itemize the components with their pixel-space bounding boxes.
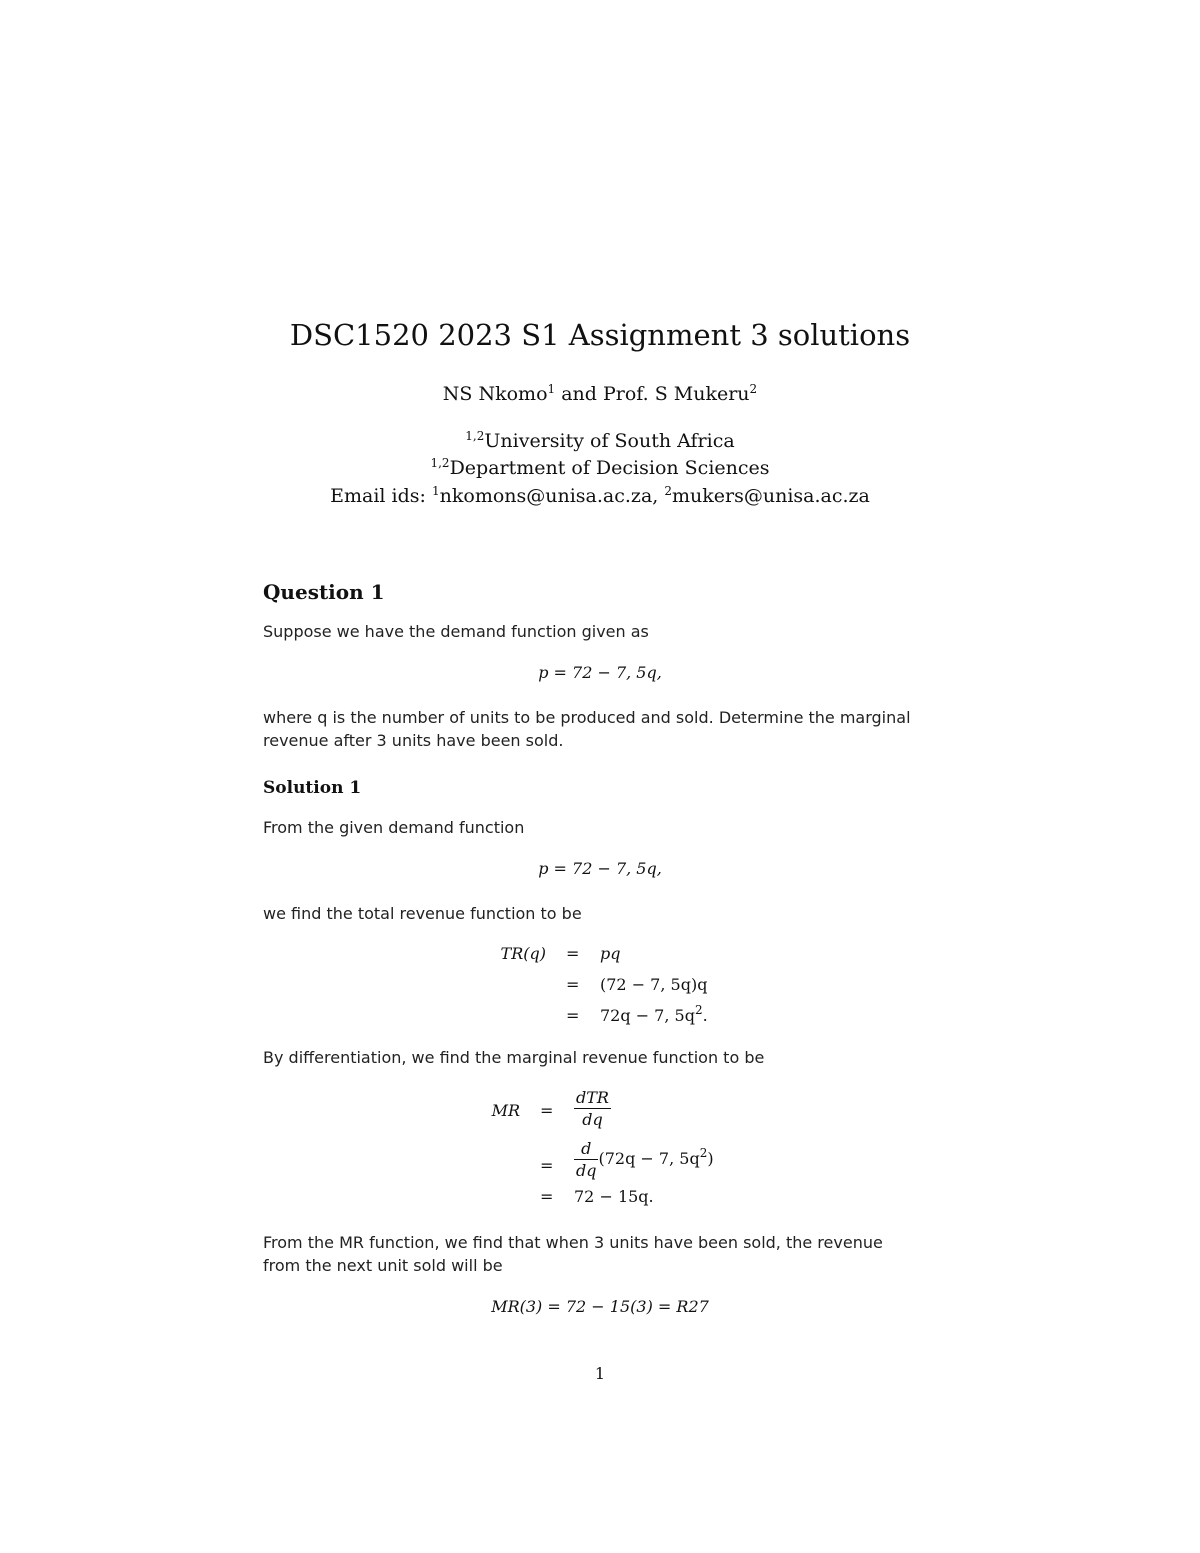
department: Department of Decision Sciences [449, 457, 770, 479]
tr-lhs: TR(q) [500, 944, 546, 963]
mr-frac-2-den: dq [576, 1161, 597, 1180]
page-number: 1 [594, 1364, 606, 1383]
email-2-sup: 2 [664, 484, 672, 498]
question-text-line-1: where q is the number of units to be produced and sold. Determine the marginal [263, 708, 911, 727]
mr-equation-array [0, 1088, 1200, 1208]
author-2: Prof. S Mukeru [602, 383, 750, 405]
mr-rhs-1 [574, 1088, 611, 1129]
final-text-line-1: From the MR function, we find that when 3 units have been sold, the revenue [263, 1233, 883, 1252]
author-1-sup: 1 [547, 382, 556, 396]
solution-equation: p = 72 − 7, 5q, [538, 859, 662, 878]
author-connector: and [555, 383, 603, 405]
mr-frac-1-den: dq [582, 1110, 603, 1129]
email-2: mukers@unisa.ac.za [672, 485, 870, 507]
mr-rel-2: = [540, 1156, 554, 1175]
mr-rhs-2-sup: 2 [699, 1146, 708, 1160]
mr-rhs-2-end: ) [707, 1149, 714, 1168]
mr-rhs-3: 72 − 15q. [574, 1187, 654, 1206]
author-line [0, 383, 1200, 405]
tr-rhs-3-sup: 2 [694, 1003, 703, 1017]
tr-rhs-3 [600, 1003, 708, 1025]
tr-rhs-3-end: . [702, 1006, 708, 1025]
email-1-sup: 1 [431, 484, 440, 498]
mr-frac-2 [574, 1139, 598, 1180]
question-text-line-2: revenue after 3 units have been sold. [263, 731, 564, 750]
aff-sup: 1,2 [465, 429, 485, 443]
mr-lhs: MR [491, 1101, 520, 1120]
tr-intro: we find the total revenue function to be [263, 904, 582, 923]
solution-intro: From the given demand function [263, 818, 525, 837]
mr-frac-1-num: dTR [576, 1088, 609, 1107]
university: University of South Africa [484, 430, 735, 452]
author-2-sup: 2 [749, 382, 758, 396]
mr-rhs-2-body: (72q − 7, 5q [598, 1149, 700, 1168]
question-heading: Question 1 [263, 580, 385, 604]
tr-rel-2: = [566, 975, 580, 994]
tr-rhs-3-body: 72q − 7, 5q [600, 1006, 695, 1025]
question-intro: Suppose we have the demand function given as [263, 622, 649, 641]
tr-rhs-1: pq [600, 944, 621, 963]
affiliation-university [0, 430, 1200, 452]
email-label: Email ids: [330, 485, 432, 507]
mr-rhs-2 [574, 1139, 714, 1180]
final-equation: MR(3) = 72 − 15(3) = R27 [491, 1297, 709, 1316]
mr-rel-1: = [540, 1101, 554, 1120]
tr-rel-1: = [566, 944, 580, 963]
affiliation-department [0, 457, 1200, 479]
email-1: nkomons@unisa.ac.za, [439, 485, 659, 507]
page-title: DSC1520 2023 S1 Assignment 3 solutions [289, 318, 911, 352]
tr-rhs-2: (72 − 7, 5q)q [600, 975, 708, 994]
mr-frac-1 [574, 1088, 611, 1129]
question-equation: p = 72 − 7, 5q, [538, 663, 662, 682]
mr-frac-2-num: d [574, 1139, 598, 1160]
final-text-line-2: from the next unit sold will be [263, 1256, 503, 1275]
aff-sup: 1,2 [430, 456, 450, 470]
author-1: NS Nkomo [442, 383, 548, 405]
affiliation-emails [0, 485, 1200, 507]
tr-equation-array [0, 944, 1200, 1034]
tr-rel-3: = [566, 1006, 580, 1025]
mr-intro: By differentiation, we find the marginal revenue function to be [263, 1048, 765, 1067]
mr-rel-3: = [540, 1187, 554, 1206]
solution-heading: Solution 1 [263, 778, 362, 798]
